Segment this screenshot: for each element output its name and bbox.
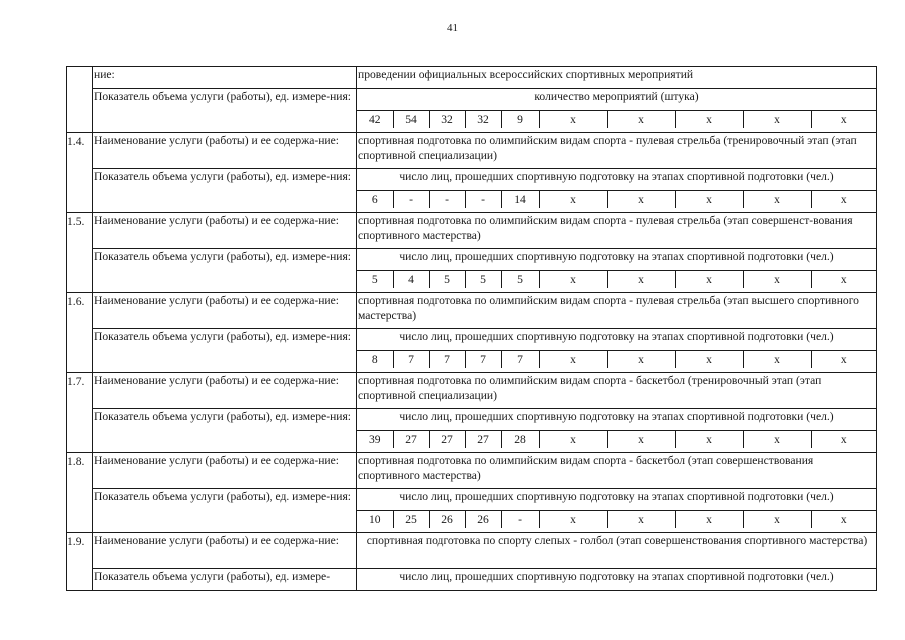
value: 5 <box>501 271 539 288</box>
value: 4 <box>393 271 429 288</box>
value: x <box>675 431 743 448</box>
indicator-unit: число лиц, прошедших спортивную подготовку на этапах спортивной подготовки (чел.) <box>357 249 877 271</box>
value: x <box>539 511 607 528</box>
value: 28 <box>501 431 539 448</box>
value: x <box>811 511 876 528</box>
indicator-label: Показатель объема услуги (работы), ед. измере-ния: <box>93 489 357 533</box>
table-row <box>67 249 877 271</box>
value: 32 <box>429 111 465 128</box>
values-cell <box>357 111 877 133</box>
indicator-label: Показатель объема услуги (работы), ед. измере-ния: <box>93 89 357 133</box>
service-description: спортивная подготовка по олимпийским видам спорта - пулевая стрельба (этап высшего спортивного мастерства) <box>357 293 877 329</box>
value: x <box>743 191 811 208</box>
value: x <box>811 271 876 288</box>
indicator-label: Показатель объема услуги (работы), ед. измере-ния: <box>93 329 357 373</box>
value: 7 <box>429 351 465 368</box>
indicator-unit: число лиц, прошедших спортивную подготовку на этапах спортивной подготовки (чел.) <box>357 489 877 511</box>
indicator-unit: число лиц, прошедших спортивную подготовку на этапах спортивной подготовки (чел.) <box>357 409 877 431</box>
name-label: Наименование услуги (работы) и ее содержа-ние: <box>93 133 357 169</box>
indicator-label: Показатель объема услуги (работы), ед. измере-ния: <box>93 249 357 293</box>
service-description: проведении официальных всероссийских спортивных мероприятий <box>357 67 877 89</box>
table-row <box>67 373 877 409</box>
values-cell <box>357 191 877 213</box>
table-row <box>67 489 877 511</box>
table-row <box>67 329 877 351</box>
value: x <box>675 271 743 288</box>
values-cell <box>357 351 877 373</box>
value: 7 <box>465 351 501 368</box>
values-cell <box>357 431 877 453</box>
value: x <box>811 191 876 208</box>
values-table <box>357 191 876 208</box>
value: x <box>607 111 675 128</box>
value: 5 <box>429 271 465 288</box>
value: 27 <box>465 431 501 448</box>
value: x <box>675 351 743 368</box>
value: x <box>607 511 675 528</box>
value: 26 <box>429 511 465 528</box>
value: x <box>539 271 607 288</box>
value: x <box>811 111 876 128</box>
table-row <box>67 533 877 569</box>
value: 7 <box>393 351 429 368</box>
values-table <box>357 271 876 288</box>
values-table <box>357 111 876 128</box>
values-cell <box>357 511 877 533</box>
name-label: Наименование услуги (работы) и ее содержа-ние: <box>93 293 357 329</box>
value: 14 <box>501 191 539 208</box>
value: 39 <box>368 433 381 446</box>
value: 42 <box>368 113 381 126</box>
value: 7 <box>501 351 539 368</box>
values-table <box>357 511 876 528</box>
row-number: 1.7. <box>67 373 93 453</box>
service-description: спортивная подготовка по олимпийским видам спорта - баскетбол (тренировочный этап (этап спортивной специализации) <box>357 373 877 409</box>
value: x <box>607 351 675 368</box>
value: 6 <box>371 193 378 206</box>
value: - <box>501 511 539 528</box>
value: - <box>429 191 465 208</box>
name-label: Наименование услуги (работы) и ее содержа-ние: <box>93 453 357 489</box>
value: 5 <box>465 271 501 288</box>
table-row <box>67 133 877 169</box>
table-row <box>67 89 877 111</box>
value: x <box>539 351 607 368</box>
value: x <box>539 431 607 448</box>
value: 27 <box>429 431 465 448</box>
row-number: 1.9. <box>67 533 93 591</box>
table-row <box>67 409 877 431</box>
value: x <box>743 511 811 528</box>
value: x <box>811 351 876 368</box>
value: x <box>675 511 743 528</box>
value: - <box>465 191 501 208</box>
value: x <box>743 271 811 288</box>
value: x <box>607 271 675 288</box>
value: x <box>539 191 607 208</box>
row-number: 1.6. <box>67 293 93 373</box>
page-number: 41 <box>447 22 458 34</box>
service-description: спортивная подготовка по олимпийским видам спорта - пулевая стрельба (тренировочный этап (этап спортивной специализации) <box>357 133 877 169</box>
value: 54 <box>393 111 429 128</box>
table-row <box>67 569 877 591</box>
indicator-label: Показатель объема услуги (работы), ед. измере- <box>93 569 357 591</box>
service-description: спортивная подготовка по олимпийским видам спорта - баскетбол (этап совершенствования спортивного мастерства) <box>357 453 877 489</box>
indicator-unit: количество мероприятий (штука) <box>357 89 877 111</box>
row-number: 1.8. <box>67 453 93 533</box>
value: x <box>539 111 607 128</box>
value: 9 <box>501 111 539 128</box>
value: x <box>743 431 811 448</box>
name-label: ние: <box>93 67 357 89</box>
values-table <box>357 431 876 448</box>
indicator-unit: число лиц, прошедших спортивную подготовку на этапах спортивной подготовки (чел.) <box>357 329 877 351</box>
row-number <box>67 67 93 133</box>
name-label: Наименование услуги (работы) и ее содержа-ние: <box>93 373 357 409</box>
table-row <box>67 453 877 489</box>
value: 32 <box>465 111 501 128</box>
value: x <box>675 191 743 208</box>
value: x <box>607 191 675 208</box>
indicator-unit: число лиц, прошедших спортивную подготовку на этапах спортивной подготовки (чел.) <box>357 169 877 191</box>
value: - <box>393 191 429 208</box>
value: x <box>675 111 743 128</box>
service-description: спортивная подготовка по олимпийским видам спорта - пулевая стрельба (этап совершенст-вования спортивного мастерства) <box>357 213 877 249</box>
value: 25 <box>393 511 429 528</box>
value: x <box>607 431 675 448</box>
value: 8 <box>371 353 378 366</box>
table-row <box>67 213 877 249</box>
table-row <box>67 169 877 191</box>
values-cell <box>357 271 877 293</box>
row-number: 1.4. <box>67 133 93 213</box>
name-label: Наименование услуги (работы) и ее содержа-ние: <box>93 533 357 569</box>
indicator-label: Показатель объема услуги (работы), ед. измере-ния: <box>93 169 357 213</box>
table-row <box>67 67 877 89</box>
row-number: 1.5. <box>67 213 93 293</box>
service-description: спортивная подготовка по спорту слепых - голбол (этап совершенствования спортивного мастерства) <box>357 533 877 569</box>
values-table <box>357 351 876 368</box>
value: x <box>743 351 811 368</box>
services-table <box>66 66 877 591</box>
value: 27 <box>393 431 429 448</box>
indicator-unit: число лиц, прошедших спортивную подготовку на этапах спортивной подготовки (чел.) <box>357 569 877 591</box>
value: x <box>743 111 811 128</box>
name-label: Наименование услуги (работы) и ее содержа-ние: <box>93 213 357 249</box>
value: 5 <box>371 273 378 286</box>
value: x <box>811 431 876 448</box>
table-row <box>67 293 877 329</box>
value: 26 <box>465 511 501 528</box>
value: 10 <box>368 513 381 526</box>
indicator-label: Показатель объема услуги (работы), ед. измере-ния: <box>93 409 357 453</box>
